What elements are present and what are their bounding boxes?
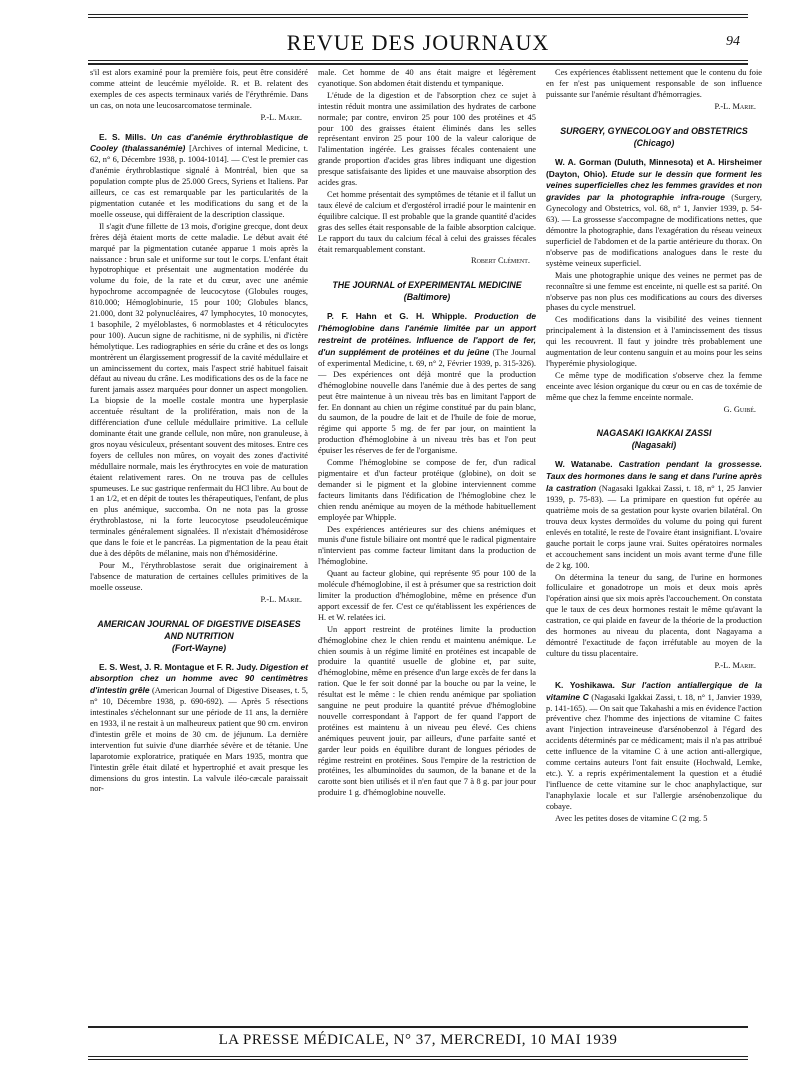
paragraph: Des expériences antérieures sur des chiens anémiques et munis d'une fistule biliaire ont montré que le radical pigmentaire n'intervient pas comme facteur limitant dans la production de l'hémoglobine. [318,524,536,567]
journal-name: AMERICAN JOURNAL OF DIGESTIVE DISEASES AND NUTRITION [97,618,301,641]
paragraph: Un apport restreint de protéines limite la production d'hémoglobine chez le chien rendu et maintenu anémique. Le chien soumis à un régime limité en protéines est incapable de produire la quantité usuelle de globine et, par suite, d'hémoglobine, même en présence d'un large excès de fer dans la ration. Que le fer soit donné par la bouche ou par la veine, le résultat est le même : le chien rendu anémique par spoliation sanguine ne peut produire la quantité prévue d'hémoglobine nouvelle correspondant à l'apport de fer quand l'apport de protéines est maintenu à un niveau peu élevé. Ces chiens anémiques peuvent jouir, par ailleurs, d'une parfaite santé et garder leur poids en équilibre durant de longues périodes de régime restreint en protéines. Sous l'empire de la restriction de protéines, les albuminoïdes du saumon, de la banane et de la carotte sont bien utilisés et il n'en faut que 7 à 8 g. par jour pour produire 1 g. d'hémoglobine nouvelle. [318,624,536,798]
header-rule [88,60,748,65]
paragraph: Comme l'hémoglobine se compose de fer, d'un radical pigmentaire et d'un facteur protéique (globine), on doit se demander si le pigment et la globine interviennent comme facteurs limitants dans l'édification de l'hémoglobine chez le chien rendu anémique au moyen de la méthode habituellement employée par Whipple. [318,458,536,522]
footer-rule [88,1026,748,1028]
article-title: Digestion et absorption chez un homme avec 90 centimètres d'intestin grêle [90,661,308,696]
article-watanabe [546,459,762,571]
page-number: 94 [726,34,740,49]
journal-name: SURGERY, GYNECOLOGY and OBSTETRICS [560,125,748,136]
paragraph: Ces expériences établissent nettement que le contenu du foie en fer n'est pas uniquement responsable de son influence puissante sur l'anémie résultant d'hémorragies. [546,68,762,99]
article-body: (Nagasaki Igakkai Zassi, t. 18, n° 1, Janvier 1939, p. 141-165). — On sait que Takahashi a mis en évidence l'action préventive chez l'homme des injections de vitamine C faites avant l'injection intraveineuse d'arsénobenzol à l'égard des accidents déterminés par ce médicament; mais il n'a pas attribué cette influence de la vitamine C à une action anti-allergique, comme certains auteurs l'ont fait ensuite (Hochwald, Lemke, etc.). Y. a repris expérimentalement la question et a étudié l'influence de cette vitamine sur le choc anaphylactique, sur l'anaphylaxie locale et sur l'allergie arsénobenzolique du cobaye. [546,692,762,811]
article-author: K. Yoshikawa. [555,679,615,690]
journal-heading [90,618,308,654]
article-gorman [546,157,762,270]
article-author: W. A. Gorman (Duluth, Minnesota) et A. Hirsheimer (Dayton, Ohio). [546,156,762,179]
article-title: Un cas d'anémie érythroblastique de Cooley (thalassanémie) [90,131,309,154]
signature: G. Guibé. [723,404,756,414]
journal-city: (Fort-Wayne) [171,642,227,653]
signature: P.-L. Marie. [714,660,756,670]
column-2 [318,68,536,800]
signature: P.-L. Marie. [714,101,756,111]
article-author: P. F. Hahn et G. H. Whipple. [327,311,467,322]
paragraph: Quant au facteur globine, qui représente 95 pour 100 de la molécule d'hémoglobine, il est à présumer que sa restriction doit limiter la production d'hémoglobine, même en présence d'un apport excessif de fer. C'est ce qu'établissent les expériences de H. et W. relatées ici. [318,569,536,622]
paragraph: Avec les petites doses de vitamine C (2 mg. 5 [555,813,708,823]
journal-name: NAGASAKI IGAKKAI ZASSI [596,428,712,439]
journal-heading [546,427,762,451]
top-rule [88,14,748,18]
article-hahn [318,311,536,457]
article-author: E. S. West, J. R. Montague et F. R. Judy. [99,661,258,672]
paragraph: s'il est alors examiné pour la première fois, peut être considéré comme atteint de leucémie myéloïde. R. et B. relatent des exemples de ces aspects terminaux variés de l'érythrémie. Dans un cas, on nota une leucosarcomatose terminale. [90,68,308,110]
page-footer: LA PRESSE MÉDICALE, N° 37, MERCREDI, 10 MAI 1939 [218,1032,618,1048]
article-title: Production de l'hémoglobine dans l'anémie limitée par un apport restreint de protéines. Influence de l'apport de fer, d'un supplément de protéines et du jeûne [318,311,537,358]
paragraph: Ces modifications dans la visibilité des veines tiennent principalement à la distension et à l'amincissement des tissus qui les recouvrent. Il faut y joindre très probablement une augmentation de leur contenu sanguin et au moins pour les seins l'hyperémie physiologique. [546,315,762,368]
paragraph: L'étude de la digestion et de l'absorption chez ce sujet à intestin réduit montra une assimilation des hydrates de carbone normale; par contre, environ 25 pour 100 des protéines et 45 pour 100 des graisses étaient éliminés dans les selles représentant environ 25 pour 100 de la valeur calorique de l'alimentation ingérée. Les graisses fécales contenaient une grande proportion d'acides gras libres indiquant une digestion presque satisfaisante des lipides et une mauvaise absorption des acides gras. [318,90,536,188]
journal-name: THE JOURNAL of EXPERIMENTAL MEDICINE [332,280,522,291]
article-body: (The Journal of experimental Medicine, t. 69, n° 2, Février 1939, p. 315-326). — Des expériences ont déjà montré que la production d'hémoglobine nouvelle dans l'anémie due à des pertes de sang peut être maintenue à un niveau très bas en limitant l'apport de fer. En donnant au chien un régime constitué par du pain blanc, du saumon, de la poudre de lait et de l'huile de foie de morue, régime qui apporte 5 mg. de fer par jour, on maintient la production d'hémoglobine à un niveau très bas et l'on peut épuiser les réserves de fer de l'organisme. [318,348,537,456]
journal-title: REVUE DES JOURNAUX [286,30,550,55]
journal-heading [546,125,762,149]
signature: P.-L. Marie. [260,112,302,122]
journal-city: (Baltimore) [403,292,451,303]
article-title: Etude sur le dessin que forment les veines superficielles chez les femmes gravides et non gravides par la photographie infra-rouge [546,168,763,203]
article-yoshikawa [546,680,762,813]
journal-heading [318,279,536,303]
article-mills [90,132,308,221]
paragraph: male. Cet homme de 40 ans était maigre et légèrement cyanotique. Son abdomen était distendu et tympanique. [318,68,536,88]
paragraph: Mais une photographie unique des veines ne permet pas de reconnaître si une femme est enceinte, ni quelle est sa parité. On n'observe pas non plus ces modifications au cours des diverses phases du cycle menstruel. [546,270,762,313]
paragraph: Cet homme présentait des symptômes de tétanie et il fallut un taux élevé de calcium et d'ergostérol irradié pour le maintenir en équilibre calcique. Il est probable que la grande quantité d'acides gras des selles était responsable de la faible absorption calcique. Le rapport du taux du calcium fécal à celui des graisses fécales était remarquablement constant. [318,189,536,254]
column-3 [546,68,762,825]
article-title: Sur l'action antiallergique de la vitamine C [546,679,763,702]
article-west [90,662,308,796]
journal-city: (Nagasaki) [631,440,677,451]
footer-rule-bottom [88,1056,748,1060]
paragraph: Pour M., l'érythroblastose serait due originairement à l'absence de maturation de certaines cellules primitives de la moelle osseuse. [90,560,308,592]
article-body: (Nagasaki Igakkai Zassi, t. 18, n° 1, 25 Janvier 1939, p. 75-83). — La primipare en question fut opérée au quatrième mois de sa gestation pour kyste ovarien bilatéral. On trouva deux kystes dermoïdes du volume du poing qui furent enlevés en totalité, le reste de l'ovaire étant insignifiant. L'ovaire gauche portait le corps jaune vrai. Suites opératoires normales et accouchement sans incident un mois avant terme d'une fille de 2 kg. 100. [546,484,762,570]
paragraph: On détermina la teneur du sang, de l'urine en hormones folliculaire et gonadotrope un mois et deux mois après l'opération ainsi que six mois après l'accouchement. On constata que le taux de ces deux hormones restait le même qu'avant la castration, ce qui plaide en faveur de la théorie de la production des hormones au niveau du placenta, dont Nagayama a démontré l'exactitude de façon irréfutable au moyen de la culture du tissu placentaire. [546,572,762,658]
page-header [88,30,748,58]
article-body: (American Journal of Digestive Diseases, t. 5, n° 10, Décembre 1938, p. 690-692). — Après 5 résections intestinales s'échelonnant sur une période de 11 ans, la dernière en 1933, il ne restait à un malheureux patient que 90 cm. environ d'intestin grêle et moins de 30 cm. de jéjunum. La dernière intervention fut suivie d'une diarrhée sévère et de tétanie. Une laparotomie exploratrice, pratiquée en Mars 1935, montra que l'intestin grêle était dilaté et hypertrophié et avait presque les dimensions du gros intestin. La valvule iléo-cæcale paraissait nor- [90,686,309,794]
article-title: Castration pendant la grossesse. Taux des hormones dans le sang et dans l'urine après la castration [546,459,763,494]
journal-city: (Chicago) [633,137,675,148]
paragraph: Il s'agit d'une fillette de 13 mois, d'origine grecque, dont deux frères déjà étaient morts de cette maladie. Le début avait été marqué par la pigmentation cutanée apparue 1 mois après la naissance : brun sale et uniforme sur tout le corps. L'enfant était hypotrophique et présentait une augmentation modérée du volume du foie, de la rate et du cœur, avec une anémie hypochrome accompagnée de leucocytose (Globules rouges, 810.000; Hémoglobinurie, 15 pour 100; Globules blancs, 21.000, dont 32 polynucléaires, 47 lymphocytes, 10 monocytes, 1 basophile, 2 myéloblastes, 6 normoblastes et 4 réticulocytes pour 100). Aucun signe de rachitisme, ni de syphilis, ni d'ictère hémolytique. Les radiographies en série du crâne et des os longs montrèrent un élargissement progressif de la cavité médullaire et un amincissement du cortex, mais l'aspect strié habituel faisait défaut au niveau du crâne. Les modifications des os de la face ne furent jamais assez marquées pour donner un aspect mongolien. La biopsie de la moelle costale montra une hyperplasie accentuée résultant de la prolifération, mais non de la différenciation d'une cellule médullaire primitive. La cellule dominante était une grande cellule, non mûre, non granuleuse, à gros noyau vésiculeux, présentant souvent des mitoses. Entre ces foyers de cellules non mûres, on voyait des zones d'activité médullaire normale, mais les érythrocytes en voie de maturation étaient relativement rares. On ne trouva pas de cellules spumeuses. Le suc gastrique renfermait du HCl libre. Au bout de 1 an 1/2, et en dépit de toutes les thérapeutiques, l'enfant, de plus en plus anémique, succomba. On ne nota pas la grosse érythroblastose, ni la forte leucocytose pseudoleucémique terminales généralement signalées. Il n'existait d'hémosidérose que dans le foie et le pancréas. La pigmentation de la peau était due à des dépôts de mélanine, mais non d'hémosidérine. [90,221,308,558]
paragraph: Ce même type de modification s'observe chez la femme enceinte avec lésion organique du cœur ou en cas de toxémie de même que chez la femme enceinte normale. [546,370,762,402]
article-body: (Surgery, Gynecology and Obstetrics, vol. 68, n° 1, Janvier 1939, p. 54-63). — La grossesse s'accompagne de modifications nettes, que démontre la photographie, dans l'exagération du réseau veineux superficiel de l'abdomen et de la partie antérieure du thorax. On n'observe pas de modifications analogues dans le reste du système veineux superficiel. [546,193,762,268]
article-body: [Archives of internal Medicine, t. 62, n° 6, Décembre 1938, p. 1004-1014]. — C'est le premier cas d'anémie érythroblastique signalé à Montréal, bien que sa population compte plus de 25.000 Grecs, Syriens et Italiens. Par ailleurs, ce cas est remarquable par les particularités de la pigmentation cutanée et les modifications du sang et de la moelle osseuse, qui diffèraient de la description classique. [90,144,309,219]
signature: P.-L. Marie. [260,594,302,604]
article-author: W. Watanabe. [555,459,613,470]
column-1 [90,68,308,796]
article-author: E. S. Mills. [99,131,147,142]
signature: Robert Clément. [471,256,530,266]
